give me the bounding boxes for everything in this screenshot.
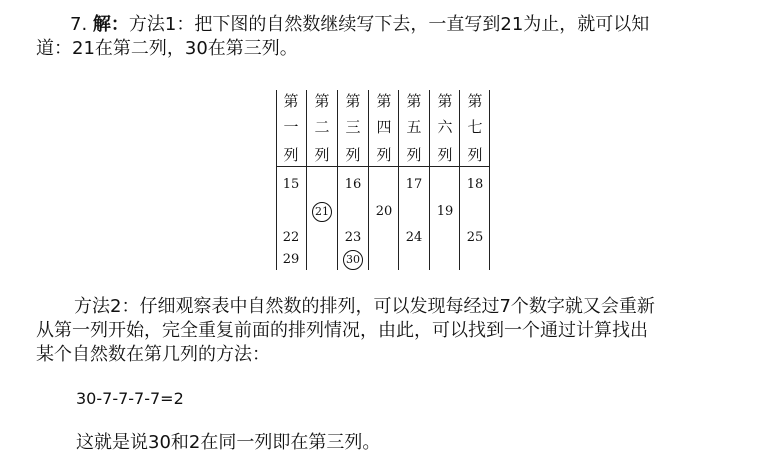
equation: 30-7-7-7-7=2	[76, 389, 184, 408]
column-header-char: 列	[345, 146, 361, 164]
column-header-char: 五	[406, 118, 422, 136]
circled-number: 30	[343, 250, 363, 270]
table-cell: 23	[344, 230, 362, 245]
column-header-char: 第	[283, 92, 299, 110]
table-cell: 19	[436, 204, 454, 219]
column-header-char: 第	[376, 92, 392, 110]
column-header-char: 列	[314, 146, 330, 164]
paragraph1-line2: 道：21在第二列，30在第三列。	[36, 38, 298, 59]
column-header-char: 列	[437, 146, 453, 164]
column-header-char: 二	[314, 118, 330, 136]
column-header-char: 列	[406, 146, 422, 164]
number-table	[276, 90, 489, 270]
column-header-char: 七	[467, 118, 483, 136]
table-cell-circled	[307, 202, 337, 222]
table-column-2	[307, 90, 337, 270]
table-column-6	[430, 90, 460, 270]
circled-number: 21	[312, 202, 332, 222]
table-cell: 29	[282, 252, 300, 267]
paragraph2-line1: 方法2：仔细观察表中自然数的排列，可以发现每经过7个数字就又会重新	[74, 296, 655, 317]
table-cell: 15	[282, 177, 300, 192]
paragraph2-line3: 某个自然数在第几列的方法：	[36, 344, 270, 365]
column-header-char: 列	[283, 146, 299, 164]
paragraph1-line1-text: 方法1：把下图的自然数继续写下去，一直写到21为止，就可以知	[128, 14, 650, 35]
table-cell: 18	[466, 177, 484, 192]
column-header-char: 列	[376, 146, 392, 164]
table-cell: 17	[405, 177, 423, 192]
table-cell: 20	[375, 204, 393, 219]
table-column-7	[460, 90, 490, 270]
column-header-char: 四	[376, 118, 392, 136]
table-cell-circled	[338, 250, 368, 270]
column-header-char: 第	[406, 92, 422, 110]
table-cell: 24	[405, 230, 423, 245]
column-header-char: 第	[345, 92, 361, 110]
column-header-char: 第	[314, 92, 330, 110]
column-header-char: 第	[437, 92, 453, 110]
table-cell: 22	[282, 230, 300, 245]
column-header-char: 一	[283, 118, 299, 136]
conclusion: 这就是说30和2在同一列即在第三列。	[76, 432, 381, 453]
column-header-char: 三	[345, 118, 361, 136]
table-cell: 16	[344, 177, 362, 192]
table-column-5	[399, 90, 429, 270]
column-header-char: 六	[437, 118, 453, 136]
problem-number: 7.	[70, 14, 88, 35]
paragraph2-line2: 从第一列开始，完全重复前面的排列情况，由此，可以找到一个通过计算找出	[36, 320, 648, 341]
table-column-1	[276, 90, 306, 270]
column-header-char: 列	[467, 146, 483, 164]
column-header-char: 第	[467, 92, 483, 110]
solution-label: 解：	[92, 14, 129, 35]
table-column-4	[369, 90, 399, 270]
table-column-3	[338, 90, 368, 270]
paragraph1-line1	[70, 14, 649, 36]
table-cell: 25	[466, 230, 484, 245]
